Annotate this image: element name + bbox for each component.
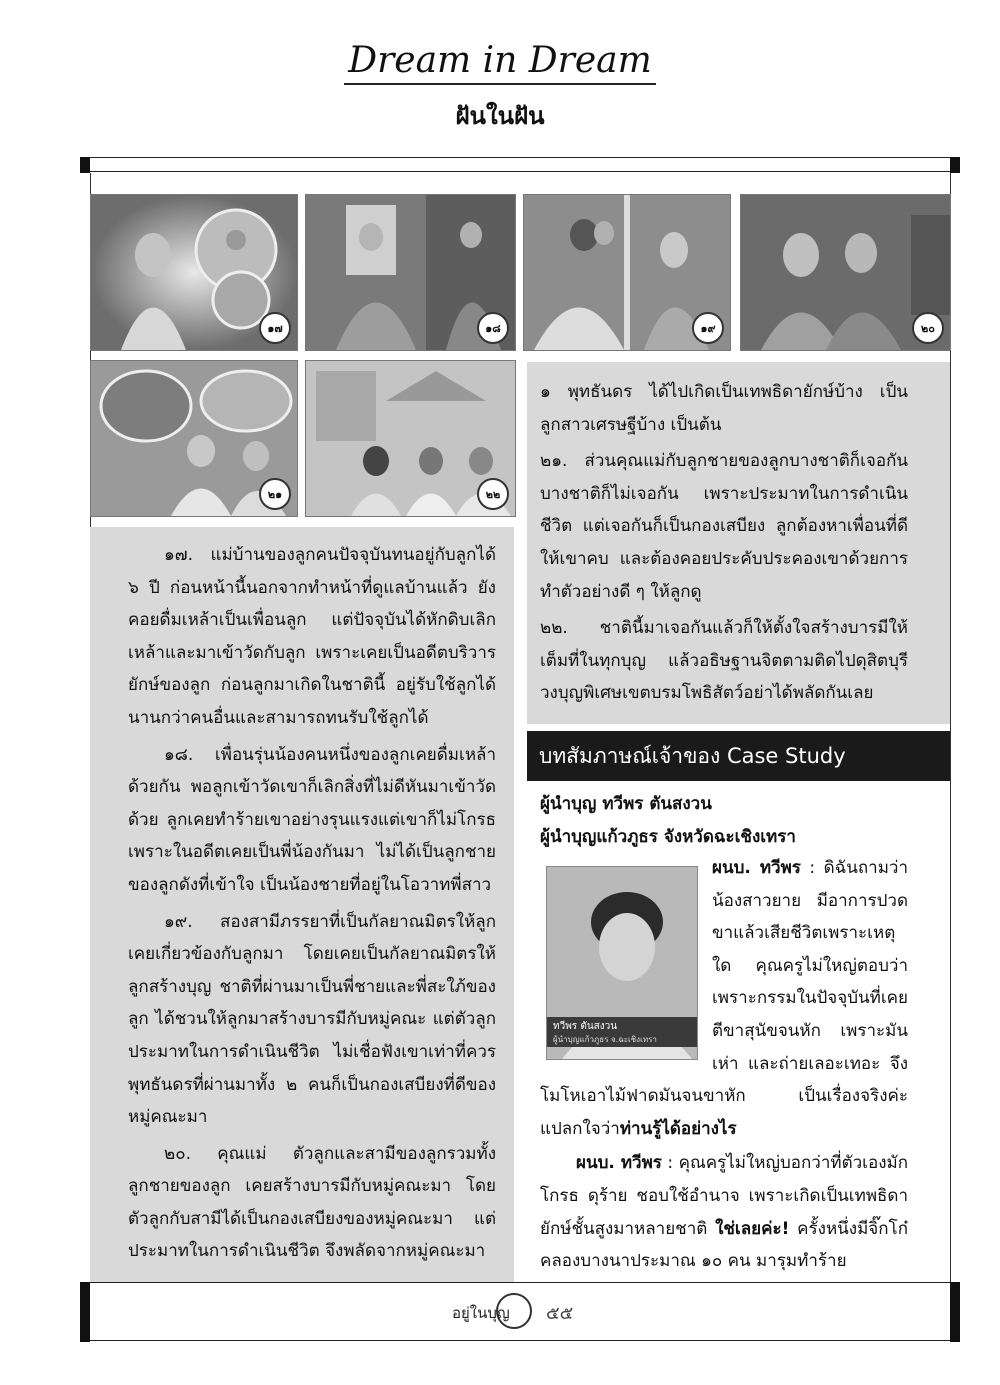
section-subtitle: ฝันในฝัน [455, 102, 545, 130]
photo-number-badge: ๑๗ [259, 312, 291, 344]
photo-17 [90, 194, 298, 351]
photo-21 [90, 360, 298, 517]
q-text: : ดิฉันถามว่าน้องสาวยาย มีอาการปวดขาแล้วเสียชีวิตเพราะเหตุใด คุณครูไม่ใหญ่ตอบว่า เพราะกรรมในปัจจุบันที่เคยตีขาสุนัขจนหัก เพราะมันเห่า และถ่ายเลอะเทอะ จึงโมโหเอาไม้ฟาดมันจนขาหัก เป็นเรื่องจริงค่ะ แปลกใจว่า [540, 858, 908, 1139]
photo-20 [740, 194, 951, 351]
paragraph-21: ๒๑. ส่วนคุณแม่กับลูกชายของลูกบางชาติก็เจอกัน บางชาติก็ไม่เจอกัน เพราะประมาทในการดำเนินชีวิต แต่เจอกันก็เป็นกองเสบียง ลูกต้องหาเพื่อนที่ดีให้เขาคบ และต้องคอยประคับประคองเขาด้วยการทำตัวอย่างดี ๆ ให้ลูกดู [540, 451, 908, 602]
paragraph-17: ๑๗. แม่บ้านของลูกคนปัจจุบันทนอยู่กับลูกได้ ๖ ปี ก่อนหน้านี้นอกจากทำหน้าที่ดูแลบ้านแล้ว ยังคอยดื่มเหล้าเป็นเพื่อนลูก แต่ปัจจุบันได้หักดิบเลิกเหล้าและมาเข้าวัดกับลูก เพราะเคยเป็นอดีตบริวารยักษ์ของลูก ก่อนลูกมาเกิดในชาตินี้ อยู่รับใช้ลูกได้นานกว่าคนอื่นและสามารถทนรับใช้ลูกได้ [128, 545, 496, 728]
magazine-section-title: Dream in Dream [0, 40, 1000, 81]
photo-18 [305, 194, 516, 351]
photo-number-badge: ๑๙ [692, 312, 724, 344]
page-frame-top [80, 157, 960, 173]
photo-number-badge: ๑๘ [477, 312, 509, 344]
question-paragraph [540, 852, 908, 1145]
logo-text: อยู่ในบุญ [452, 1304, 510, 1322]
page-number: ๕๕ [546, 1303, 574, 1324]
logo-icon [450, 1290, 540, 1332]
photo-22 [305, 360, 516, 517]
right-column-text [540, 376, 908, 714]
portrait-caption-role: ผู้นำบุญแก้วภูธร จ.ฉะเชิงเทรา [553, 1035, 657, 1044]
portrait-caption-name: ทวีพร ตันสงวน [553, 1021, 618, 1032]
paragraph-22: ๒๒. ชาตินี้มาเจอกันแล้วก็ให้ตั้งใจสร้างบารมีให้เต็มที่ในทุกบุญ แล้วอธิษฐานจิตตามติดไปดุสิตบุรี วงบุญพิเศษเขตบรมโพธิสัตว์อย่าได้พลัดกันเลย [540, 618, 908, 704]
left-column-text [128, 539, 496, 1272]
q-speaker: ผนบ. ทวีพร [712, 858, 801, 878]
photo-number-badge: ๒๑ [259, 478, 291, 510]
a-text-2: ครั้งหนึ่งมีจิ๊กโก๋คลองบางนาประมาณ ๑๐ คน มารุมทำร้าย [540, 1218, 908, 1272]
paragraph-20: ๒๐. คุณแม่ ตัวลูกและสามีของลูกรวมทั้งลูกชายของลูก เคยสร้างบารมีกับหมู่คณะมา โดยตัวลูกกับสามีได้เป็นกองเสบียงของหมู่คณะมา แต่ประมาทในการดำเนินชีวิต จึงพลัดจากหมู่คณะมา [128, 1143, 496, 1262]
magazine-logo [450, 1290, 540, 1332]
a-text: : คุณครูไม่ใหญ่บอกว่าที่ตัวเองมักโกรธ ดุร้าย ชอบใช้อำนาจ เพราะเกิดเป็นเทพธิดายักษ์ชั้นสูงมาหลายชาติ [540, 1153, 908, 1239]
case-study-heading: บทสัมภาษณ์เจ้าของ Case Study [527, 731, 950, 781]
photo-number-badge: ๒๐ [912, 312, 944, 344]
interviewee-role: ผู้นำบุญแก้วภูธร จังหวัดฉะเชิงเทรา [540, 827, 796, 847]
a-speaker: ผนบ. ทวีพร [576, 1153, 662, 1174]
photo-19 [523, 194, 731, 351]
paragraph-18: ๑๘. เพื่อนรุ่นน้องคนหนึ่งของลูกเคยดื่มเหล้าด้วยกัน พอลูกเข้าวัดเขาก็เลิกสิ่งที่ไม่ดีหันมาเข้าวัดด้วย ลูกเคยทำร้ายเขาอย่างรุนแรงแต่เขาก็ไม่โกรธ เพราะในอดีตเคยเป็นพี่น้องกันมา ไม่ได้เป็นลูกชายของลูกดังที่เข้าใจ เป็นน้องชายที่อยู่ในโอวาทพี่สาว [128, 744, 496, 895]
photo-number-badge: ๒๒ [477, 478, 509, 510]
interviewee-name: ผู้นำบุญ ทวีพร ตันสงวน [540, 794, 712, 814]
case-study-text [540, 852, 908, 1282]
paragraph-19: ๑๙. สองสามีภรรยาที่เป็นกัลยาณมิตรให้ลูก เคยเกี่ยวข้องกับลูกมา โดยเคยเป็นกัลยาณมิตรให้ลูกสร้างบุญ ชาติที่ผ่านมาเป็นพี่ชายและพี่สะใภ้ของลูก ได้ชวนให้ลูกมาสร้างบารมีกับหมู่คณะ แต่ตัวลูกประมาทในการดำเนินชีวิต ไม่เชื่อฟังเขาเท่าที่ควร พุทธันดรที่ผ่านมาทั้ง ๒ คนก็เป็นกองเสบียงที่ดีของหมู่คณะมา [128, 911, 496, 1128]
answer-paragraph [540, 1147, 908, 1277]
q-bold-end: ท่านรู้ได้อย่างไร [619, 1118, 737, 1139]
a-bold: ใช่เลยค่ะ! [715, 1218, 790, 1239]
paragraph-continued: ๑ พุทธันดร ได้ไปเกิดเป็นเทพธิดายักษ์บ้าง เป็นลูกสาวเศรษฐีบ้าง เป็นต้น [540, 382, 908, 435]
